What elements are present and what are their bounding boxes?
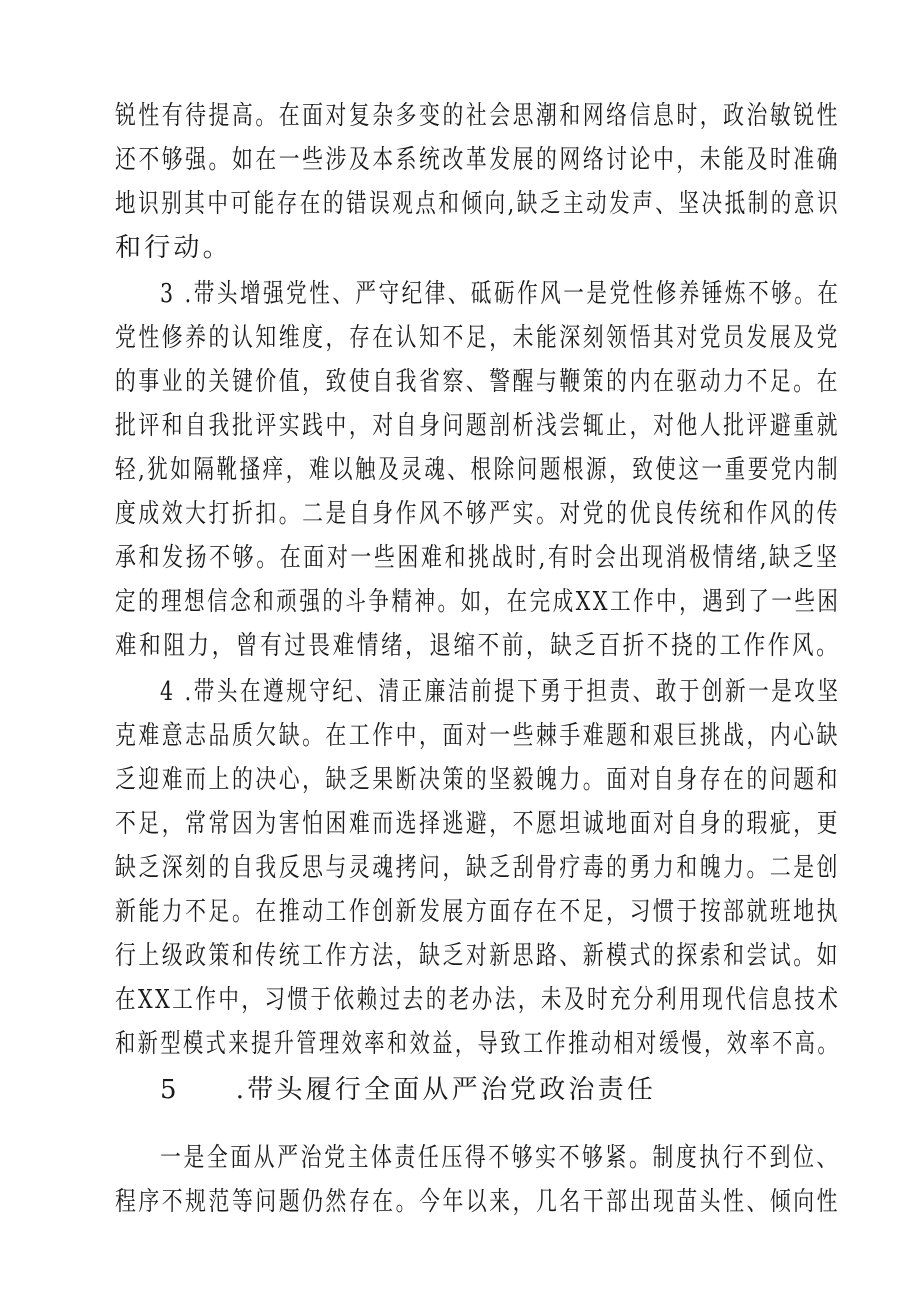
heading-number: 5: [160, 1075, 180, 1105]
paragraph-4-heading-line: 4 .带头在遵规守纪、清正廉洁前提下勇于担责、敢于创新一是攻坚: [160, 677, 841, 707]
text-line: 克难意志品质欠缺。在工作中，面对一些棘手难题和艰巨挑战，内心缺: [115, 721, 841, 751]
text-line: 和行动。: [115, 233, 232, 263]
text-line: 定的理想信念和顽强的斗争精神。如，在完成XX工作中，遇到了一些困: [115, 587, 841, 617]
text-line: 承和发扬不够。在面对一些困难和挑战时,有时会出现消极情绪,缺乏坚: [115, 543, 840, 573]
text-line: 行上级政策和传统工作方法，缺乏对新思路、新模式的探索和尝试。如: [115, 941, 841, 971]
text-line: 党性修养的认知维度，存在认知不足，未能深刻领悟其对党员发展及党: [115, 323, 841, 353]
text-line: 锐性有待提高。在面对复杂多变的社会思潮和网络信息时，政治敏锐性: [115, 101, 841, 131]
text-line: 在XX工作中，习惯于依赖过去的老办法，未及时充分利用现代信息技术: [115, 985, 841, 1015]
text-line: 新能力不足。在推动工作创新发展方面存在不足，习惯于按部就班地执: [115, 897, 841, 927]
paragraph-3-heading-line: 3 .带头增强党性、严守纪律、砥砺作风一是党性修养锤炼不够。在: [160, 279, 841, 309]
text-line: 度成效大打折扣。二是自身作风不够严实。对党的优良传统和作风的传: [115, 499, 841, 529]
text-line: 轻,犹如隔靴搔痒，难以触及灵魂、根除问题根源，致使这一重要党内制: [115, 455, 841, 485]
text-line: 缺乏深刻的自我反思与灵魂拷问，缺乏刮骨疗毒的勇力和魄力。二是创: [115, 853, 841, 883]
text-line: 程序不规范等问题仍然存在。今年以来，几名干部出现苗头性、倾向性: [115, 1187, 841, 1217]
heading-text: .带头履行全面从严治党政治责任: [235, 1075, 657, 1105]
text-line: 和新型模式来提升管理效率和效益，导致工作推动相对缓慢，效率不高。: [115, 1029, 841, 1059]
text-line: 还不够强。如在一些涉及本系统改革发展的网络讨论中，未能及时准确: [115, 145, 841, 175]
text-line: 乏迎难而上的决心，缺乏果断决策的坚毅魄力。面对自身存在的问题和: [115, 765, 841, 795]
text-line: 一是全面从严治党主体责任压得不够实不够紧。制度执行不到位、: [160, 1143, 840, 1173]
paragraph-5-heading: [160, 1075, 656, 1105]
text-line: 批评和自我批评实践中，对自身问题剖析浅尝辄止，对他人批评避重就: [115, 411, 841, 441]
text-line: 地识别其中可能存在的错误观点和倾向,缺乏主动发声、坚决抵制的意识: [115, 189, 841, 219]
text-line: 难和阻力，曾有过畏难情绪，退缩不前，缺乏百折不挠的工作作风。: [115, 631, 841, 661]
text-line: 不足，常常因为害怕困难而选择逃避，不愿坦诚地面对自身的瑕疵，更: [115, 809, 841, 839]
text-line: 的事业的关键价值，致使自我省察、警醒与鞭策的内在驱动力不足。在: [115, 367, 841, 397]
